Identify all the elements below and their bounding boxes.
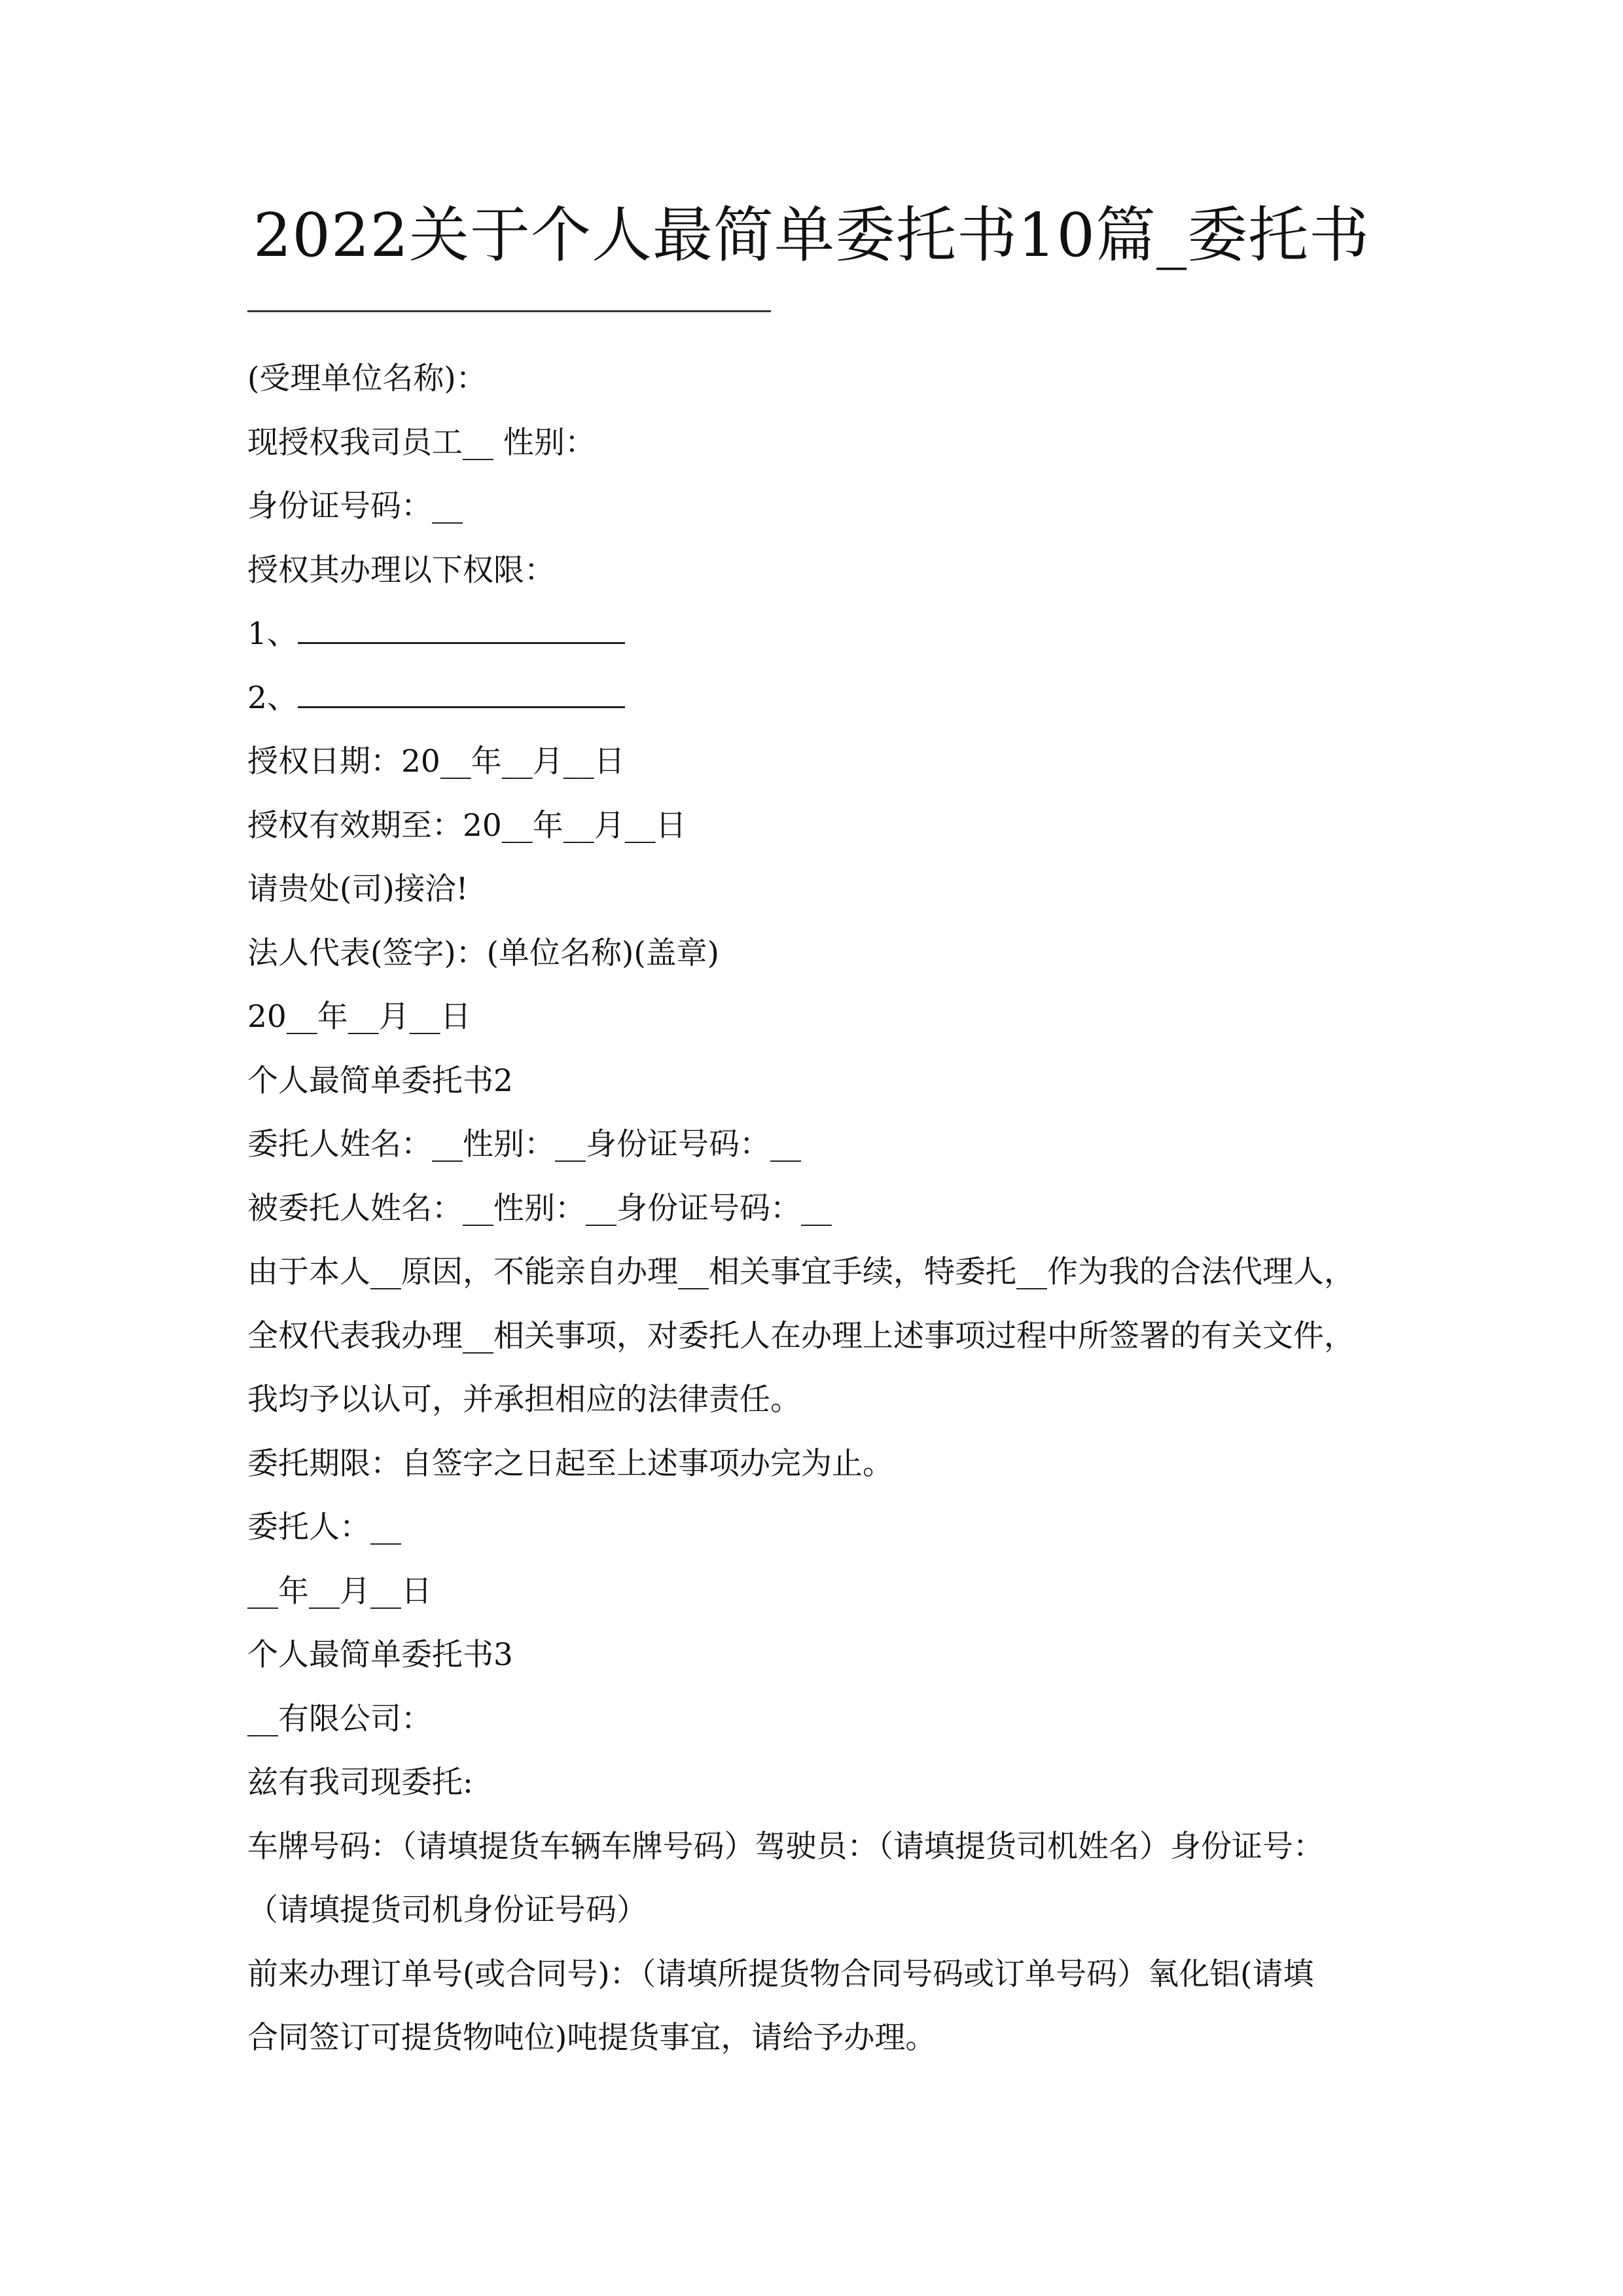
text-line: __年__月__日 xyxy=(247,1573,432,1609)
text-line: 委托人姓名：__性别：__身份证号码：__ xyxy=(247,1126,801,1162)
text-line: 被委托人姓名：__性别：__身份证号码：__ xyxy=(247,1190,832,1227)
text-line: __有限公司： xyxy=(247,1700,432,1737)
text-line: 我均予以认可，并承担相应的法律责任。 xyxy=(247,1382,801,1418)
text-line: 授权其办理以下权限： xyxy=(247,552,555,588)
permission-item-2 xyxy=(247,666,1386,730)
fill-in-blank xyxy=(298,616,625,644)
section-heading: 个人最简单委托书2 xyxy=(247,1062,513,1099)
text-line: 1、 xyxy=(247,616,298,652)
text-line: 授权有效期至：20__年__月__日 xyxy=(247,807,687,844)
text-line: 全权代表我办理__相关事项，对委托人在办理上述事项过程中所签署的有关文件， xyxy=(247,1318,1355,1354)
title-divider xyxy=(247,310,771,312)
text-line: 前来办理订单号(或合同号)：（请填所提货物合同号码或订单号码）氧化铝(请填 xyxy=(247,1956,1314,1992)
document-body xyxy=(247,347,1386,2070)
text-line: (受理单位名称)： xyxy=(247,361,487,397)
text-line: 20__年__月__日 xyxy=(247,999,471,1035)
text-line: 委托人：__ xyxy=(247,1509,401,1545)
fill-in-blank xyxy=(298,680,625,708)
text-line: 合同签订可提货物吨位)吨提货事宜，请给予办理。 xyxy=(247,2020,936,2056)
text-line: 授权日期：20__年__月__日 xyxy=(247,744,625,780)
permission-item-1 xyxy=(247,602,1386,666)
document-title: 2022关于个人最简单委托书10篇_委托书 xyxy=(253,200,1370,270)
text-line: 现授权我司员工__ 性别： xyxy=(247,424,596,461)
text-line: 请贵处(司)接洽! xyxy=(247,871,469,907)
text-line: 车牌号码：（请填提货车辆车牌号码）驾驶员：（请填提货司机姓名）身份证号： xyxy=(247,1828,1324,1865)
text-line: 身份证号码：__ xyxy=(247,488,463,524)
text-line: 由于本人__原因，不能亲自办理__相关事宜手续，特委托__作为我的合法代理人， xyxy=(247,1254,1355,1290)
text-line: （请填提货司机身份证号码） xyxy=(247,1892,647,1928)
text-line: 委托期限：自签字之日起至上述事项办完为止。 xyxy=(247,1445,893,1482)
text-line: 2、 xyxy=(247,679,298,716)
text-line: 法人代表(签字)：(单位名称)(盖章) xyxy=(247,935,720,971)
text-line: 兹有我司现委托: xyxy=(247,1765,473,1801)
section-heading: 个人最简单委托书3 xyxy=(247,1637,513,1673)
